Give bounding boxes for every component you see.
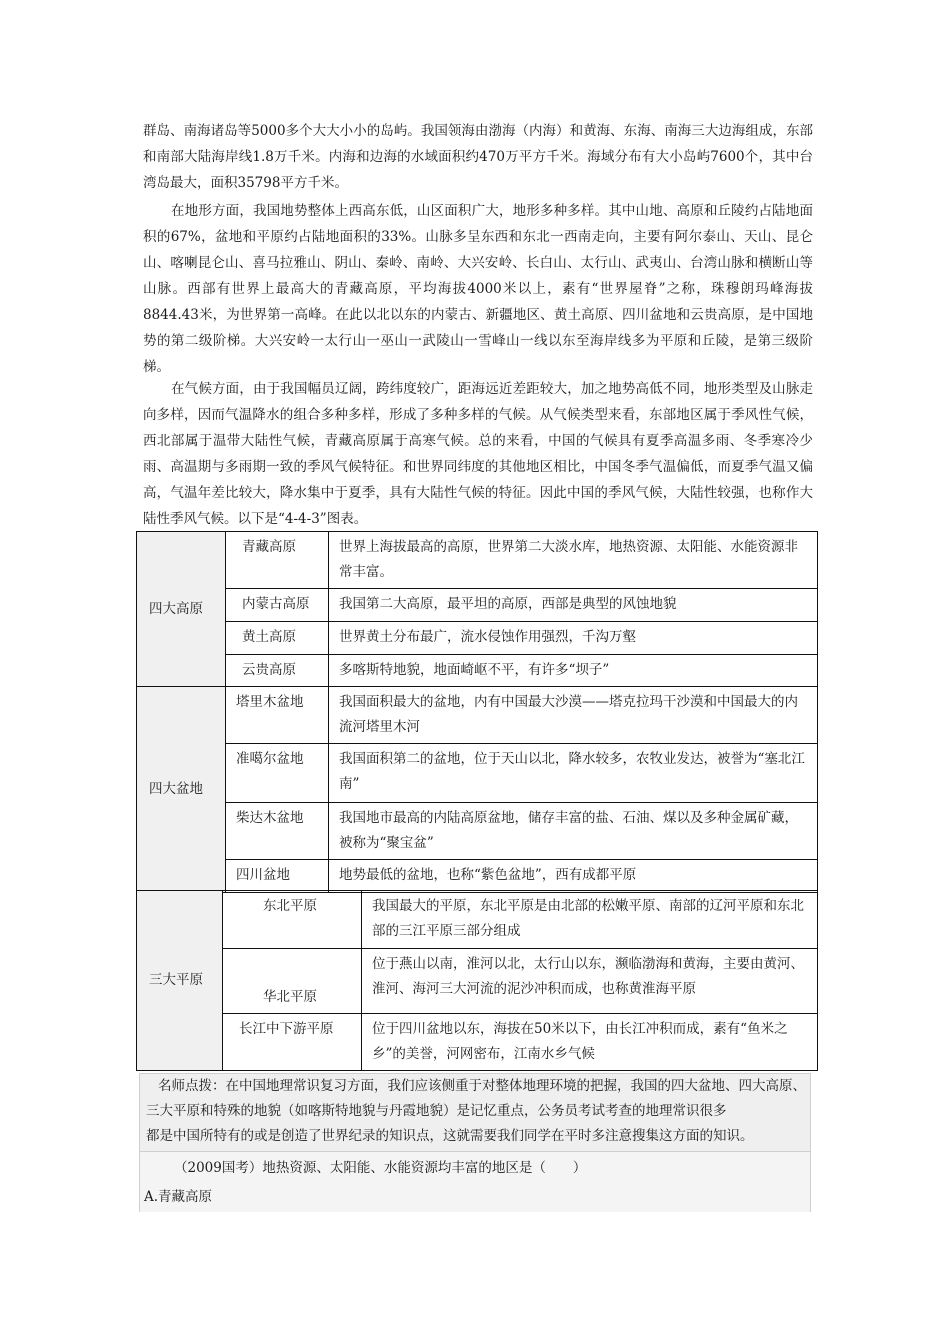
category-cell: 四大高原 bbox=[137, 532, 226, 687]
desc-cell: 我国面积最大的盆地，内有中国最大沙漠——塔克拉玛干沙漠和中国最大的内流河塔里木河 bbox=[329, 687, 818, 744]
table-row bbox=[137, 589, 818, 622]
table-row bbox=[137, 622, 818, 655]
exam-question bbox=[139, 1152, 811, 1212]
name-cell: 云贵高原 bbox=[226, 655, 329, 687]
name-cell: 华北平原 bbox=[223, 949, 362, 1014]
paragraph-terrain: 在地形方面，我国地势整体上西高东低，山区面积广大，地形多种多样。其中山地、高原和丘陵约占陆地面积的67%，盆地和平原约占陆地面积的33%。山脉多呈东西和东北一西南走向，主要有阿尔泰山、天山、昆仑山、喀喇昆仑山、喜马拉雅山、阴山、秦岭、南岭、大兴安岭、长白山、太行山、武夷山、台湾山脉和横断山等山脉。西部有世界上最高大的青藏高原，平均海拔4000米以上，素有“世界屋脊”之称，珠穆朗玛峰海拔8844.43米，为世界第一高峰。在此以北以东的内蒙古、新疆地区、黄土高原、四川盆地和云贵高原，是中国地势的第二级阶梯。大兴安岭一太行山一巫山一武陵山一雪峰山一线以东至海岸线多为平原和丘陵，是第三级阶梯。 bbox=[143, 203, 813, 375]
name-cell: 黄土高原 bbox=[226, 622, 329, 655]
desc-cell: 世界上海拔最高的高原，世界第二大淡水库，地热资源、太阳能、水能资源非常丰富。 bbox=[329, 532, 818, 589]
name-cell: 四川盆地 bbox=[226, 860, 329, 893]
paragraph-climate: 在气候方面，由于我国幅员辽阔，跨纬度较广，距海远近差距较大，加之地势高低不同，地形类型及山脉走向多样，因而气温降水的组合多种多样，形成了多种多样的气候。从气候类型来看，东部地区属于季风性气候，西北部属于温带大陆性气候，青藏高原属于高寒气候。总的来看，中国的气候具有夏季高温多雨、冬季寒冷少雨、高温期与多雨期一致的季风气候特征。和世界同纬度的其他地区相比，中国冬季气温偏低，而夏季气温又偏高，气温年差比较大，降水集中于夏季，具有大陆性气候的特征。因此中国的季风气候，大陆性较强，也称作大陆性季风气候。以下是“4-4-3”图表。 bbox=[143, 381, 813, 527]
table-row bbox=[137, 860, 818, 893]
table-row bbox=[137, 891, 818, 949]
table-row bbox=[137, 744, 818, 803]
plain-table bbox=[136, 890, 818, 1071]
table-row bbox=[137, 1014, 818, 1071]
teacher-tip-continued: 都是中国所特有的或是创造了世界纪录的知识点，这就需要我们同学在平时多注意搜集这方面的知识。 bbox=[139, 1124, 811, 1152]
desc-cell: 多喀斯特地貌，地面崎岖不平，有许多“坝子” bbox=[329, 655, 818, 687]
plateau-table bbox=[136, 531, 818, 687]
table-row bbox=[137, 655, 818, 687]
question-stem: （2009国考）地热资源、太阳能、水能资源均丰富的地区是（ ） bbox=[174, 1160, 587, 1176]
table-row bbox=[137, 687, 818, 744]
desc-cell: 位于四川盆地以东，海拔在50米以下，由长江冲积而成，素有“鱼米之乡”的美誉，河网密布，江南水乡气候 bbox=[362, 1014, 818, 1071]
name-cell: 塔里木盆地 bbox=[226, 687, 329, 744]
category-cell: 四大盆地 bbox=[137, 687, 226, 893]
desc-cell: 世界黄土分布最广，流水侵蚀作用强烈，千沟万壑 bbox=[329, 622, 818, 655]
name-cell: 青藏高原 bbox=[226, 532, 329, 589]
table-row bbox=[137, 803, 818, 860]
table-row bbox=[137, 949, 818, 1014]
teacher-tip: 名师点拨：在中国地理常识复习方面，我们应该侧重于对整体地理环境的把握，我国的四大盆地、四大高原、三大平原和特殊的地貌（如喀斯特地貌与丹霞地貌）是记忆重点，公务员考试考查的地理常识很多 bbox=[139, 1073, 811, 1125]
desc-cell: 我国地市最高的内陆高原盆地，储存丰富的盐、石油、煤以及多种金属矿藏，被称为“聚宝盆” bbox=[329, 803, 818, 860]
paragraph-islands: 群岛、南海诸岛等5000多个大大小小的岛屿。我国领海由渤海（内海）和黄海、东海、南海三大边海组成，东部和南部大陆海岸线1.8万千米。内海和边海的水域面积约470万平方千米。海域分布有大小岛屿7600个，其中台湾岛最大，面积35798平方千米。 bbox=[143, 123, 813, 191]
table-row bbox=[137, 532, 818, 589]
desc-cell: 我国第二大高原，最平坦的高原，西部是典型的风蚀地貌 bbox=[329, 589, 818, 622]
option-a: A.青藏高原 bbox=[144, 1189, 213, 1205]
name-cell: 柴达木盆地 bbox=[226, 803, 329, 860]
name-cell: 东北平原 bbox=[223, 891, 362, 949]
basin-table bbox=[136, 686, 818, 893]
name-cell: 长江中下游平原 bbox=[223, 1014, 362, 1071]
name-cell: 准噶尔盆地 bbox=[226, 744, 329, 803]
desc-cell: 我国最大的平原，东北平原是由北部的松嫩平原、南部的辽河平原和东北部的三江平原三部分组成 bbox=[362, 891, 818, 949]
desc-cell: 地势最低的盆地，也称“紫色盆地”，西有成都平原 bbox=[329, 860, 818, 893]
name-cell: 内蒙古高原 bbox=[226, 589, 329, 622]
desc-cell: 我国面积第二的盆地，位于天山以北，降水较多，农牧业发达，被誉为“塞北江南” bbox=[329, 744, 818, 803]
category-cell: 三大平原 bbox=[137, 891, 223, 1071]
desc-cell: 位于燕山以南，淮河以北，太行山以东，濒临渤海和黄海，主要由黄河、淮河、海河三大河流的泥沙冲积而成，也称黄淮海平原 bbox=[362, 949, 818, 1014]
